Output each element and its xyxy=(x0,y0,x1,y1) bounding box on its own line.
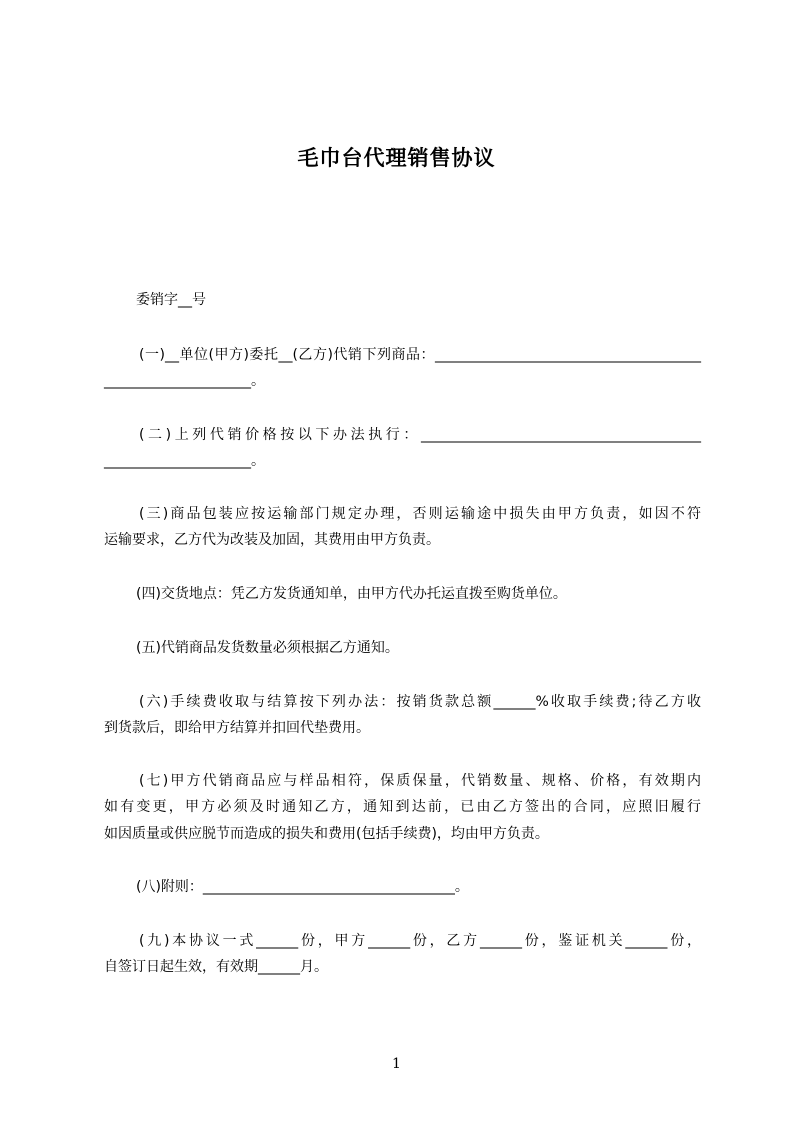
document-line: 自签订日起生效，有效期______月。 xyxy=(104,959,328,975)
page-number: 1 xyxy=(392,1056,401,1072)
document-line: 运输要求，乙方代为改装及加固，其费用由甲方负责。 xyxy=(104,532,440,548)
document-line: _____________________。 xyxy=(104,453,265,469)
document-line: 如因质量或供应脱节而造成的损失和费用(包括手续费)，均由甲方负责。 xyxy=(104,826,549,842)
document-title: 毛巾台代理销售协议 xyxy=(297,146,496,170)
document-line: 如有变更，甲方必须及时通知乙方，通知到达前，已由乙方签出的合同，应照旧履行 xyxy=(104,799,701,815)
document-line: (四)交货地点：凭乙方发货通知单，由甲方代办托运直拨至购货单位。 xyxy=(136,586,567,602)
document-line: (九)本协议一式______份，甲方______份，乙方______份，鉴证机关______份， xyxy=(139,933,701,949)
document-line: 到货款后，即给甲方结算并扣回代垫费用。 xyxy=(104,720,370,736)
document-line: (八)附则：____________________________________。 xyxy=(136,879,469,895)
document-line: (二)上列代销价格按以下办法执行：________________________________________ xyxy=(139,427,701,443)
document-line: (六)手续费收取与结算按下列办法：按销货款总额______%收取手续费;待乙方收 xyxy=(139,694,701,710)
document-line: (五)代销商品发货数量必须根据乙方通知。 xyxy=(136,640,399,656)
document-line: (七)甲方代销商品应与样品相符，保质保量，代销数量、规格、价格，有效期内 xyxy=(139,773,701,789)
document-line: (三)商品包装应按运输部门规定办理，否则运输途中损失由甲方负责，如因不符 xyxy=(139,506,701,522)
document-line: _____________________。 xyxy=(104,373,265,389)
document-line: 委销字__号 xyxy=(136,292,206,308)
document-line: (一)__单位(甲方)委托__(乙方)代销下列商品：______________________________________ xyxy=(139,347,701,363)
